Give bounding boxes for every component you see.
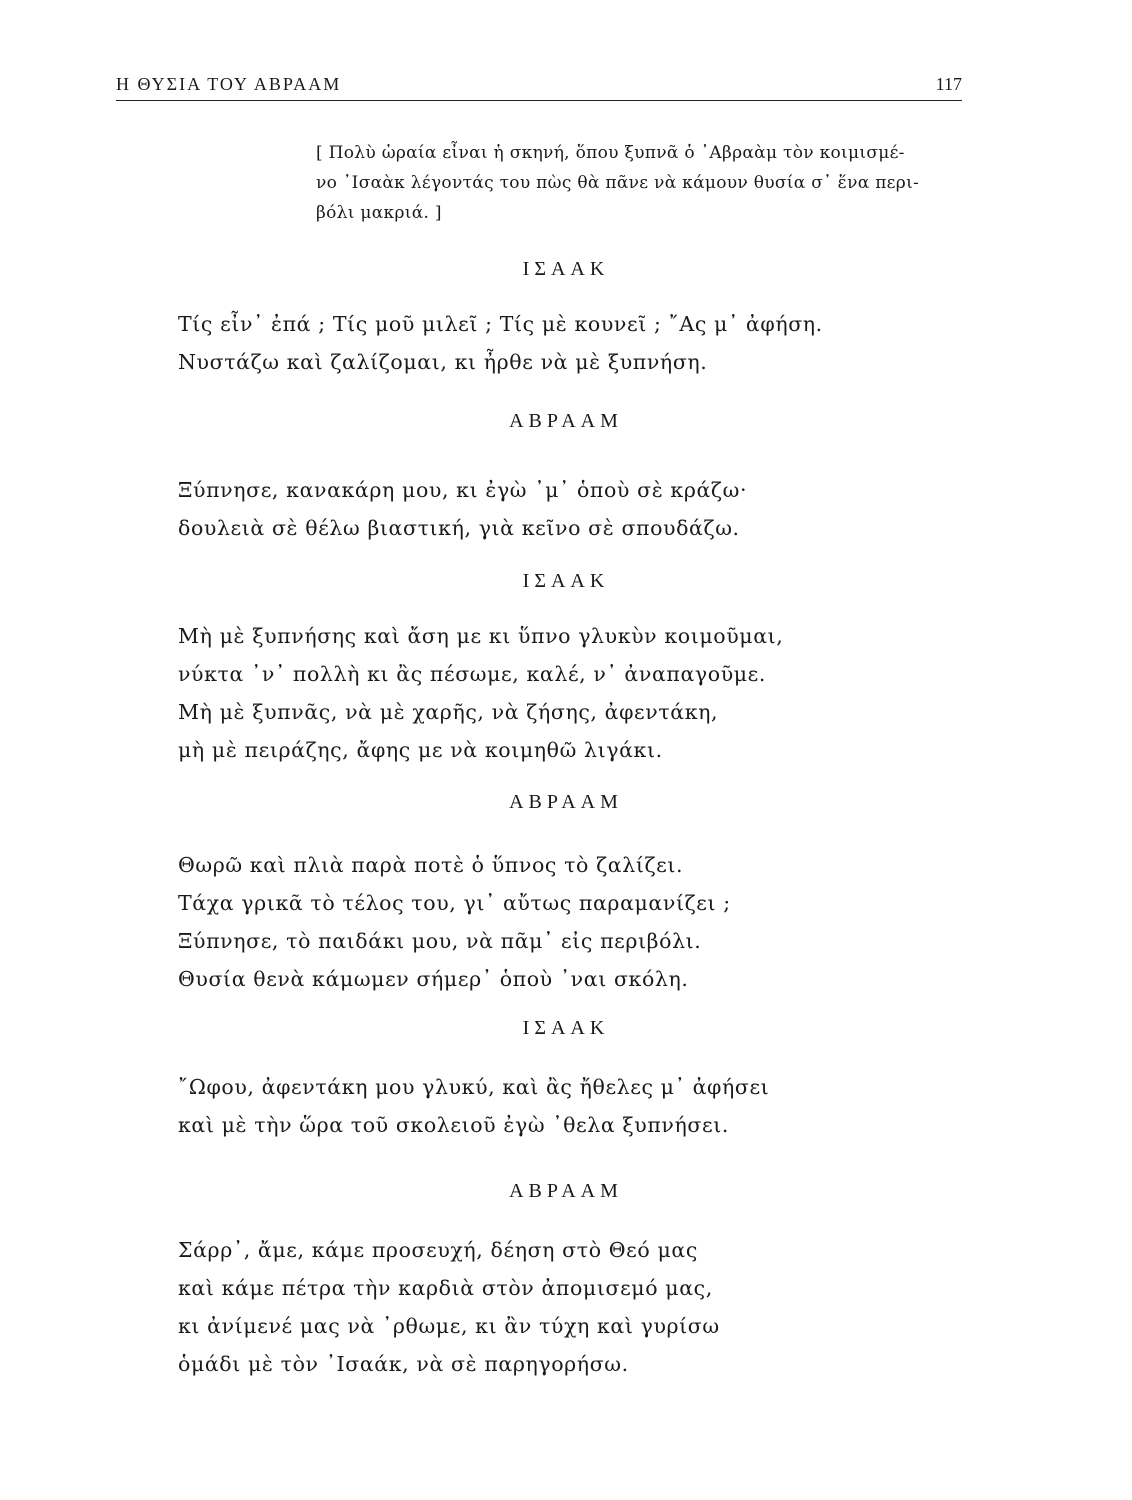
verse-line: καὶ κάμε πέτρα τὴν καρδιὰ στὸν ἀπομισεμό μας, bbox=[178, 1276, 713, 1300]
editorial-note bbox=[316, 138, 966, 228]
verse-line: Μὴ μὲ ξυπνήσης καὶ ἄση με κι ὕπνο γλυκὺν κοιμοῦμαι, bbox=[178, 624, 784, 648]
verse-line: Τίς εἶν᾿ ἐπά ; Τίς μοῦ μιλεῖ ; Τίς μὲ κουνεῖ ; ῎Ας μ᾿ ἀφήση. bbox=[178, 312, 823, 336]
verse-line: μὴ μὲ πειράζης, ἄφης με νὰ κοιμηθῶ λιγάκι. bbox=[178, 738, 663, 762]
verse-line: Νυστάζω καὶ ζαλίζομαι, κι ἦρθε νὰ μὲ ξυπνήση. bbox=[178, 350, 708, 374]
verse-line: Ξύπνησε, κανακάρη μου, κι ἐγὼ ᾿μ᾿ ὁποὺ σὲ κράζω· bbox=[178, 478, 748, 502]
speaker-heading: ΙΣΑΑΚ bbox=[522, 570, 610, 592]
speaker-heading: ΑΒΡΑΑΜ bbox=[509, 410, 623, 432]
note-line: νο ᾿Ισαὰκ λέγοντάς του πὼς θὰ πᾶνε νὰ κάμουν θυσία σ᾿ ἕνα περι- bbox=[316, 173, 920, 193]
verse-stanza bbox=[178, 617, 978, 769]
speaker-heading: ΑΒΡΑΑΜ bbox=[509, 791, 623, 813]
verse-stanza bbox=[178, 471, 978, 547]
speaker-heading: ΑΒΡΑΑΜ bbox=[509, 1180, 623, 1202]
verse-stanza bbox=[178, 846, 978, 998]
verse-line: Μὴ μὲ ξυπνᾶς, νὰ μὲ χαρῆς, νὰ ζήσης, ἀφεντάκη, bbox=[178, 700, 719, 724]
verse-line: νύκτα ᾿ν᾿ πολλὴ κι ἂς πέσωμε, καλέ, ν᾿ ἀναπαγοῦμε. bbox=[178, 662, 767, 686]
note-line: βόλι μακριά. ] bbox=[316, 203, 442, 223]
verse-line: ῎Ωφου, ἀφεντάκη μου γλυκύ, καὶ ἂς ἤθελες μ᾿ ἀφήσει bbox=[178, 1075, 770, 1099]
verse-line: δουλειὰ σὲ θέλω βιαστική, γιὰ κεῖνο σὲ σπουδάζω. bbox=[178, 516, 740, 540]
verse-line: Τάχα γρικᾶ τὸ τέλος του, γι᾿ αὔτως παραμανίζει ; bbox=[178, 891, 731, 915]
speaker-heading: ΙΣΑΑΚ bbox=[522, 258, 610, 280]
running-header bbox=[116, 72, 962, 102]
verse-line: Σάρρ᾿, ἄμε, κάμε προσευχή, δέηση στὸ Θεό μας bbox=[178, 1238, 698, 1262]
speaker-heading: ΙΣΑΑΚ bbox=[522, 1017, 610, 1039]
verse-line: καὶ μὲ τὴν ὥρα τοῦ σκολειοῦ ἐγὼ ᾿θελα ξυπνήσει. bbox=[178, 1113, 729, 1137]
note-line: [ Πολὺ ὡραία εἶναι ἡ σκηνή, ὅπου ξυπνᾶ ὁ ᾿Αβραὰμ τὸν κοιμισμέ- bbox=[316, 143, 905, 163]
verse-line: κι ἀνίμενέ μας νὰ ᾿ρθωμε, κι ἂν τύχη καὶ γυρίσω bbox=[178, 1314, 720, 1338]
verse-line: Θωρῶ καὶ πλιὰ παρὰ ποτὲ ὁ ὕπνος τὸ ζαλίζει. bbox=[178, 853, 684, 877]
running-title: Η ΘΥΣΙΑ ΤΟΥ ΑΒΡΑΑΜ bbox=[116, 74, 342, 94]
verse-stanza bbox=[178, 305, 978, 381]
verse-line: Θυσία θενὰ κάμωμεν σήμερ᾿ ὁποὺ ᾿ναι σκόλη. bbox=[178, 967, 689, 991]
page-number: 117 bbox=[935, 74, 962, 94]
verse-stanza bbox=[178, 1231, 978, 1383]
verse-line: ὁμάδι μὲ τὸν ᾿Ισαάκ, νὰ σὲ παρηγορήσω. bbox=[178, 1352, 629, 1376]
verse-stanza bbox=[178, 1068, 978, 1144]
header-rule bbox=[116, 100, 962, 101]
verse-line: Ξύπνησε, τὸ παιδάκι μου, νὰ πᾶμ᾿ εἰς περιβόλι. bbox=[178, 929, 702, 953]
